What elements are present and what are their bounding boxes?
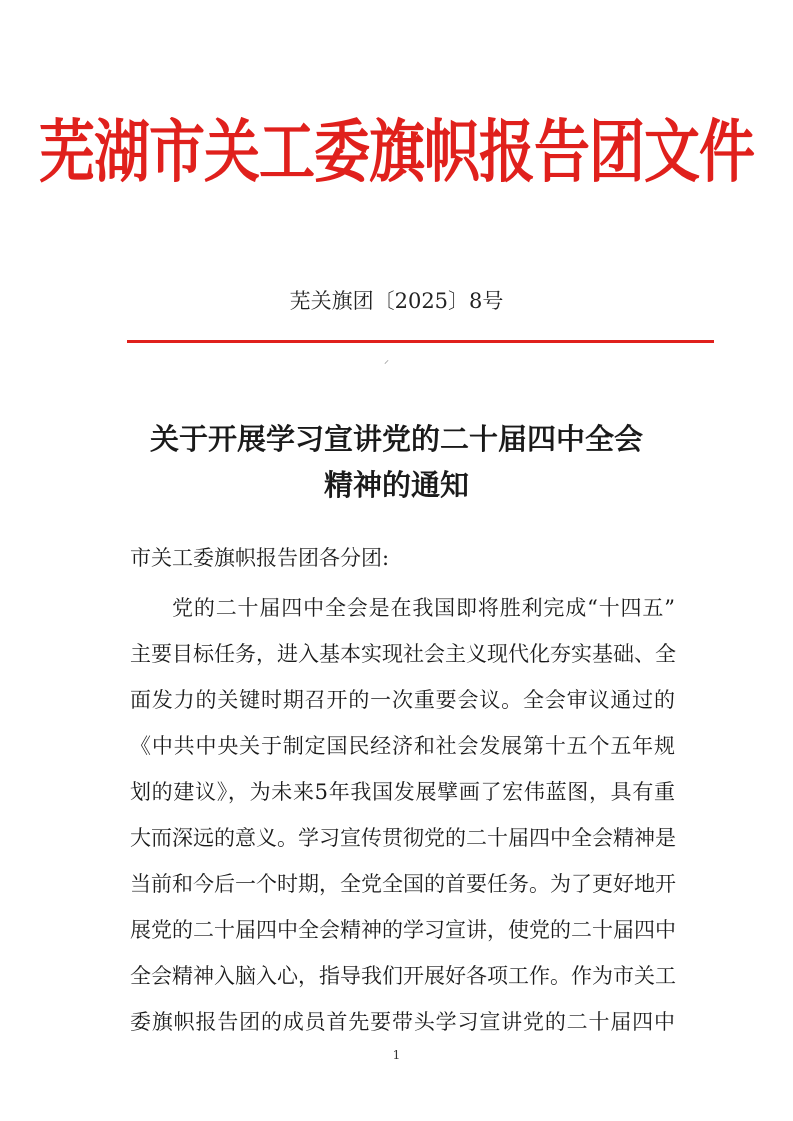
- body-line: 委旗帜报告团的成员首先要带头学习宣讲党的二十届四中: [130, 1010, 675, 1034]
- scan-mark: ⸝: [384, 355, 389, 366]
- body-line: 《中共中央关于制定国民经济和社会发展第十五个五年规: [130, 734, 675, 758]
- body-line: 全会精神入脑入心，指导我们开展好各项工作。作为市关工: [130, 964, 676, 988]
- notice-title-line-1: 关于开展学习宣讲党的二十届四中全会: [149, 422, 643, 456]
- body-line: 当前和今后一个时期，全党全国的首要任务。为了更好地开: [130, 872, 676, 896]
- notice-title-line-2: 精神的通知: [323, 468, 469, 502]
- body-text: [130, 593, 675, 1053]
- body-line: 面发力的关键时期召开的一次重要会议。全会审议通过的: [130, 688, 675, 712]
- body-line: 展党的二十届四中全会精神的学习宣讲，使党的二十届四中: [130, 918, 676, 942]
- page-number: 1: [392, 1048, 401, 1062]
- body-line: 党的二十届四中全会是在我国即将胜利完成“十四五”: [172, 596, 675, 620]
- document-number: 芜关旗团〔2025〕8号: [289, 289, 504, 313]
- body-line: 主要目标任务，进入基本实现社会主义现代化夯实基础、全: [130, 642, 676, 666]
- notice-title: [0, 416, 793, 508]
- document-header-title: 芜湖市关工委旗帜报告团文件: [39, 111, 754, 193]
- body-line: 大而深远的意义。学习宣传贯彻党的二十届四中全会精神是: [130, 826, 676, 850]
- body-line: 划的建议》，为未来5年我国发展擘画了宏伟蓝图，具有重: [130, 780, 675, 804]
- red-separator-line: [127, 340, 714, 343]
- salutation: 市关工委旗帜报告团各分团:: [130, 546, 390, 570]
